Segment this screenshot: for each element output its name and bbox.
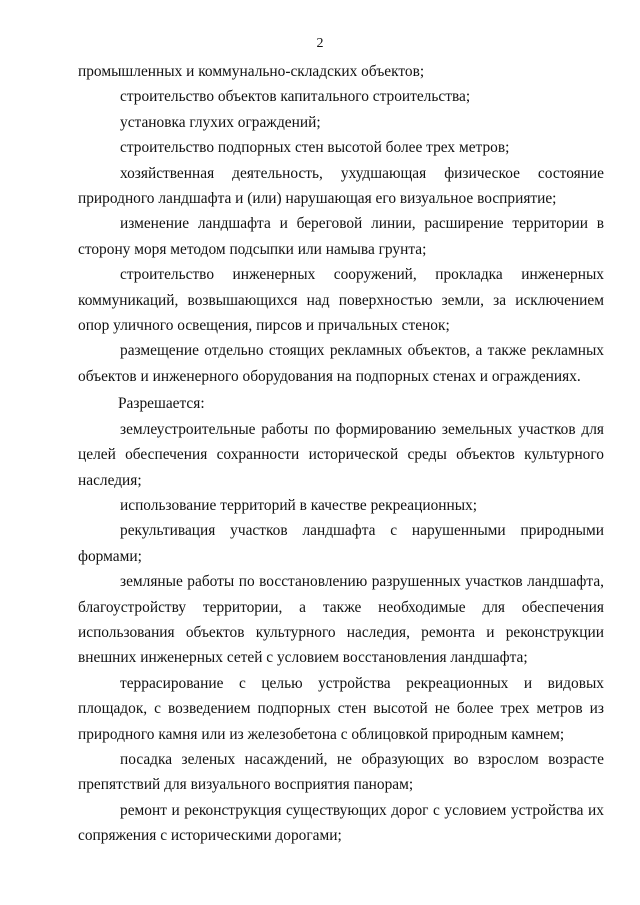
allowed-item: использование территорий в качестве рекреационных; [120, 496, 478, 514]
paragraph-continuation: промышленных и коммунально-складских объектов; [78, 63, 425, 80]
allowed-item: земляные работы по восстановлению разрушенных участков ландшафта, благоустройству территории, а также необходимые для обеспечения использования объектов культурного наследия, ремонта и реконструкции внешних инженерных сетей с условием восстановления ландшафта; [78, 573, 604, 667]
prohibited-item: строительство подпорных стен высотой более трех метров; [120, 139, 510, 157]
allowed-item: террасирование с целью устройства рекреационных и видовых площадок, с возведением подпорных стен высотой не более трех метров из природного камня или из железобетона с облицовкой природным камнем; [78, 674, 604, 743]
section-heading-allowed: Разрешается: [118, 395, 205, 413]
prohibited-item: размещение отдельно стоящих рекламных объектов, а также рекламных объектов и инженерного оборудования на подпорных стенах и ограждениях. [78, 342, 604, 385]
page-number: 2 [316, 36, 324, 51]
allowed-item: землеустроительные работы по формированию земельных участков для целей обеспечения сохранности исторической среды объектов культурного наследия; [78, 420, 604, 489]
prohibited-item: установка глухих ограждений; [120, 113, 321, 131]
allowed-item: рекультивация участков ландшафта с нарушенными природными формами; [78, 522, 604, 565]
prohibited-item: хозяйственная деятельность, ухудшающая физическое состояние природного ландшафта и (или) нарушающая его визуальное восприятие; [78, 164, 604, 208]
prohibited-item: строительство инженерных сооружений, прокладка инженерных коммуникаций, возвышающихся над поверхностью земли, за исключением опор уличного освещения, пирсов и причальных стенок; [78, 266, 604, 335]
prohibited-item: строительство объектов капитального строительства; [120, 88, 471, 106]
prohibited-item: изменение ландшафта и береговой линии, расширение территории в сторону моря методом подсыпки или намыва грунта; [78, 215, 604, 258]
allowed-item: посадка зеленых насаждений, не образующих во взрослом возрасте препятствий для визуального восприятия панорам; [78, 750, 604, 794]
allowed-item: ремонт и реконструкция существующих дорог с условием устройства их сопряжения с историческими дорогами; [78, 801, 604, 845]
document-body [78, 59, 604, 849]
